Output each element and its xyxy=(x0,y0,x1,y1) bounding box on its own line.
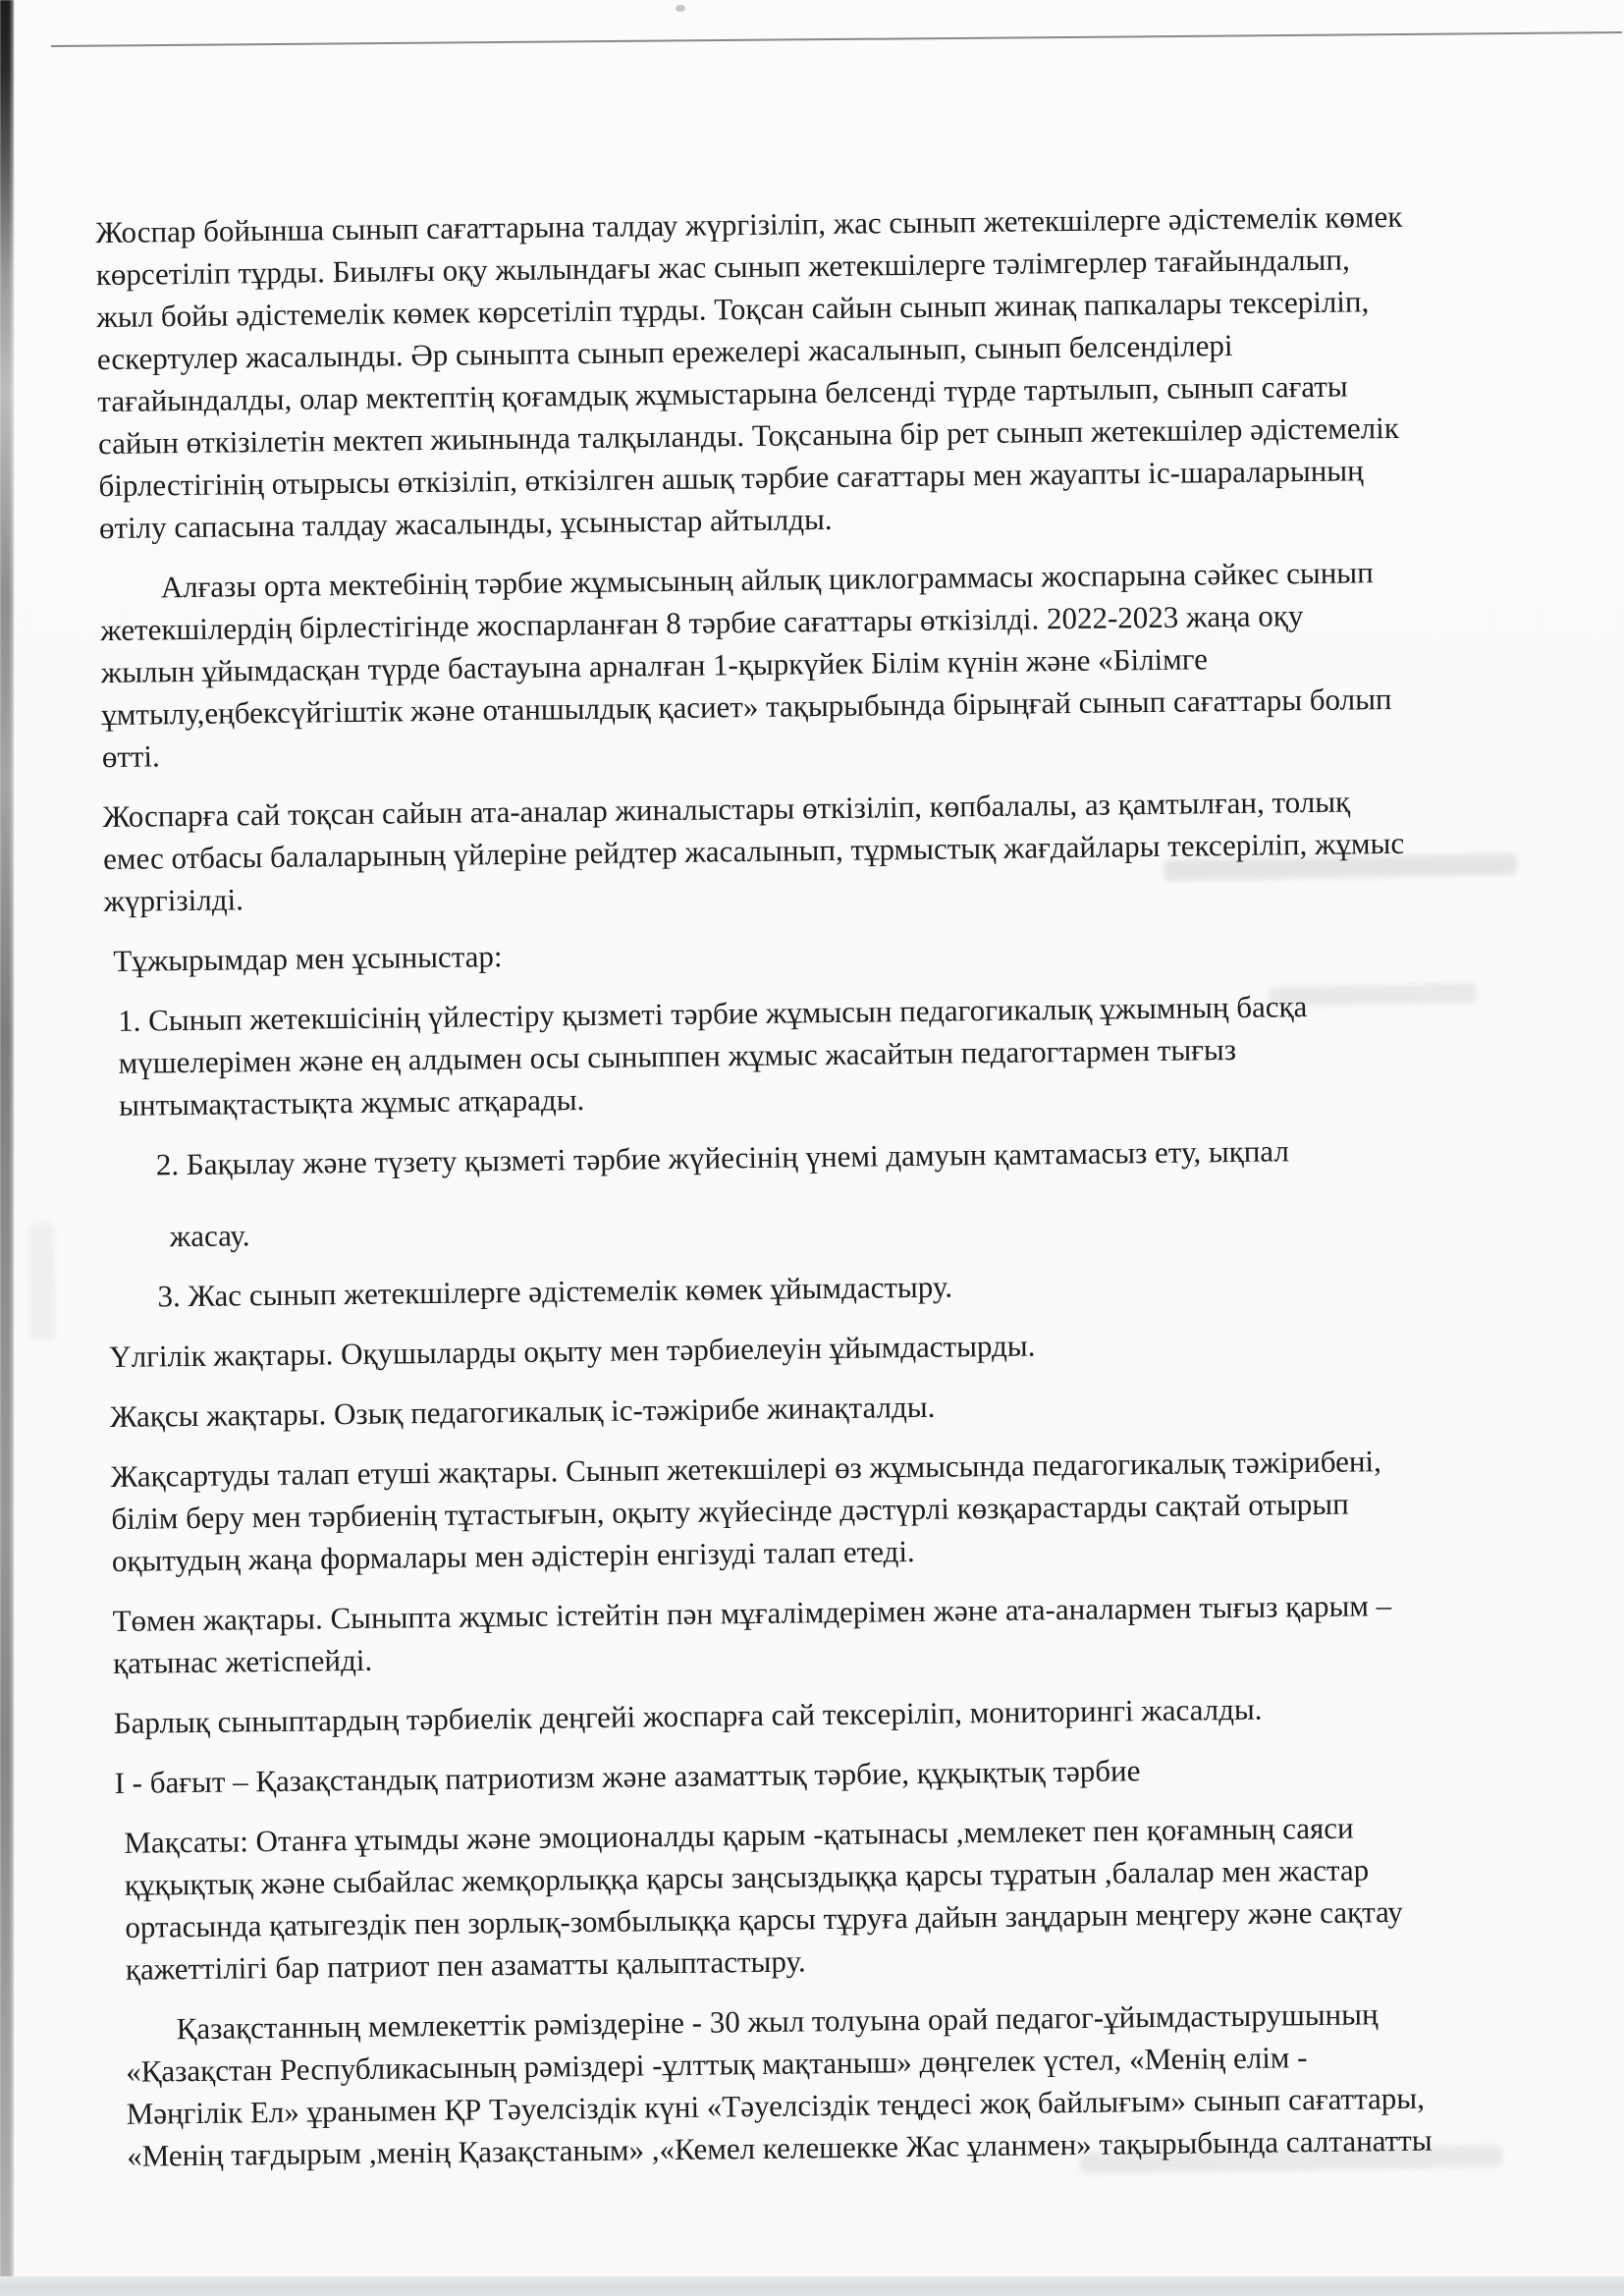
paragraph xyxy=(157,1258,1561,1317)
text-line: бірлестігінің отырысы өткізіліп, өткізілген ашық тәрбие сағаттары мен жауапты іс-шараларының xyxy=(98,453,1364,504)
text-line: «Қазақстан Республикасының рәміздері -ұлттық мақтаныш» дөңгелек үстел, «Менің елім - xyxy=(125,2040,1308,2089)
text-line: ынтымақтастықта жұмыс атқарады. xyxy=(118,1082,585,1122)
text-line: Жақсы жақтары. Озық педагогикалық іс-тәжірибе жинақталды. xyxy=(109,1389,936,1435)
text-line: өтті. xyxy=(101,738,161,775)
text-line: Барлық сыныптардың тәрбиелік деңгейі жоспарға сай тексеріліп, мониторингі жасалды. xyxy=(113,1691,1263,1740)
text-line: Мақсаты: Отанға ұтымды және эмоционалды қарым -қатынасы ,мемлекет пен қоғамның саяси xyxy=(124,1810,1354,1860)
paragraph xyxy=(170,1198,1561,1257)
text-line: құқықтық және сыбайлас жемқорлыққа қарсы заңсыздыққа қарсы тұратын ,балалар мен жастар xyxy=(124,1852,1370,1902)
paragraph xyxy=(124,1804,1570,1991)
text-line: Жоспарға сай тоқсан сайын ата-аналар жиналыстары өткізіліп, көпбалалы, аз қамтылған, толық xyxy=(102,784,1351,835)
text-line: қатынас жетіспейді. xyxy=(112,1642,373,1680)
text-line: емес отбасы балаларының үйлеріне рейдтер жасалынып, тұрмыстық жағдайлары тексеріліп, жұмыс xyxy=(102,825,1405,877)
text-line: мүшелерімен және ең алдымен осы сыныппен жұмыс жасайтын педагогтармен тығыз xyxy=(118,1031,1237,1080)
paragraph xyxy=(156,1126,1560,1185)
text-line: ұмтылу,еңбексүйгіштік және отаншылдық қасиет» тақырыбында бірыңғай сынып сағаттары болып xyxy=(101,682,1392,733)
paragraph xyxy=(118,982,1559,1126)
text-line: оқытудың жаңа формалары мен әдістерін енгізуді талап етеді. xyxy=(111,1534,915,1579)
text-line: 2. Бақылау және түзету қызметі тәрбие жүйесінің үнемі дамуын қамтамасыз ету, ықпал xyxy=(155,1133,1290,1182)
text-line: Төмен жақтары. Сыныпта жұмыс істейтін пән мұғалімдерімен және ата-аналармен тығыз қарым – xyxy=(112,1588,1392,1638)
text-line: көрсетіліп тұрды. Биылғы оқу жылындағы жас сынып жетекшілерге тәлімгерлер тағайындалып, xyxy=(95,242,1350,293)
paragraph xyxy=(113,922,1557,982)
paragraph xyxy=(112,1582,1566,1684)
text-line: 1. Сынып жетекшісінің үйлестіру қызметі тәрбие жұмысын педагогикалық ұжымның басқа xyxy=(117,989,1308,1038)
paragraph xyxy=(111,1438,1565,1582)
paragraph xyxy=(109,1318,1562,1378)
text-line: 3. Жас сынып жетекшілерге әдістемелік көмек ұйымдастыру. xyxy=(157,1269,953,1314)
text-line: Қазақстанның мемлекеттік рәміздеріне - 30 жыл толуына орай педагог-ұйымдастырушының xyxy=(176,1996,1379,2047)
scan-bottom-band xyxy=(0,2276,1624,2296)
text-line: қажеттілігі бар патриот пен азаматты қалыптастыру. xyxy=(125,1943,806,1987)
scan-edge-fade xyxy=(9,0,19,2296)
paragraph xyxy=(95,193,1552,549)
scan-speck xyxy=(676,5,685,12)
text-line: білім беру мен тәрбиенің тұтастығын, оқыту жүйесінде дәстүрлі көзқарастарды сақтай отырып xyxy=(111,1486,1349,1537)
text-line: Тұжырымдар мен ұсыныстар: xyxy=(113,939,503,978)
text-line: ортасында қатыгездік пен зорлық-зомбылыққа қарсы тұруға дайын заңдарын меңгеру және сақтау xyxy=(125,1893,1403,1944)
text-line: Жоспар бойынша сынып сағаттарына талдау жүргізіліп, жас сынып жетекшілерге әдістемелік көмек xyxy=(95,198,1403,250)
text-line: жыл бойы әдістемелік көмек көрсетіліп тұрды. Тоқсан сайын сынып жинақ папкалары тексеріліп, xyxy=(96,284,1370,335)
text-line: жасау. xyxy=(169,1218,250,1254)
text-line: Үлгілік жақтары. Оқушыларды оқыту мен тәрбиелеуін ұйымдастырды. xyxy=(109,1328,1036,1375)
text-line: Мәңгілік Ел» ұранымен ҚР Тәуелсіздік күні «Тәуелсіздік теңдесі жоқ байлығым» сынып сағаттары, xyxy=(126,2080,1426,2131)
paragraph xyxy=(102,778,1556,922)
text-line: Жақсартуды талап етуші жақтары. Сынып жетекшілері өз жұмысында педагогикалық тәжірибені, xyxy=(110,1444,1382,1495)
bleedthrough-smudge xyxy=(28,1223,56,1340)
text-line: Алғазы орта мектебінің тәрбие жұмысының айлық циклограммасы жоспарына сәйкес сынып xyxy=(160,555,1374,605)
paragraph xyxy=(110,1378,1563,1438)
text-line: жылын ұйымдасқан түрде бастауына арналған 1-қыркүйек Білім күнін және «Білімге xyxy=(100,641,1209,690)
text-line: І - бағыт – Қазақстандық патриотизм және азаматтық тәрбие, құқықтық тәрбие xyxy=(114,1753,1141,1800)
text-line: «Менің тағдырым ,менің Қазақстаным» ,«Кемел келешекке Жас ұланмен» тақырыбында салтанатты xyxy=(127,2122,1433,2173)
text-line: жүргізілді. xyxy=(103,882,244,919)
paragraph xyxy=(125,1991,1572,2177)
text-line: ескертулер жасалынды. Әр сыныпта сынып ережелері жасалынып, сынып белсенділері xyxy=(96,327,1233,377)
paragraph xyxy=(99,549,1555,778)
text-line: жетекшілердің бірлестігінде жоспарланған 8 тәрбие сағаттары өткізілді. 2022-2023 жаңа оқу xyxy=(100,598,1304,648)
text-line: өтілу сапасына талдау жасалынды, ұсыныстар айтылды. xyxy=(98,501,833,546)
paragraph xyxy=(114,1684,1567,1744)
paragraph xyxy=(114,1744,1567,1804)
text-line: сайын өткізілетін мектеп жиынында талқыланды. Тоқсанына бір рет сынып жетекшілер әдістемелік xyxy=(97,410,1400,462)
text-line: тағайындалды, олар мектептің қоғамдық жұмыстарына белсенді түрде тартылып, сынып сағаты xyxy=(97,368,1348,419)
document-text xyxy=(95,193,1572,2177)
